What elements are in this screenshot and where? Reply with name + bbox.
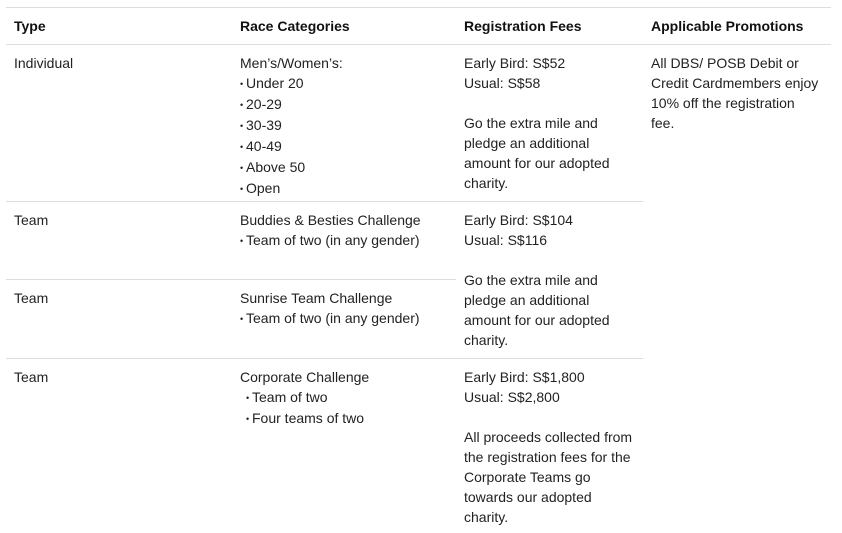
early-bird-fee: Early Bird: S$1,800	[464, 369, 585, 385]
header-bottom-rule	[6, 44, 831, 45]
category-item: • Team of two (in any gender)	[240, 308, 420, 329]
category-item: • 40-49	[240, 136, 343, 157]
row-3-type: Team	[14, 290, 49, 306]
fee-note-line: charity.	[464, 332, 509, 348]
row-2-type: Team	[14, 212, 49, 228]
category-item: • Above 50	[240, 157, 343, 178]
category-item: • 30-39	[240, 115, 343, 136]
category-item: • Team of two	[240, 387, 369, 408]
row-1-fees	[464, 53, 610, 193]
fee-note-line: Go the extra mile and	[464, 115, 598, 131]
fee-note-line: All proceeds collected from	[464, 429, 633, 445]
usual-fee: Usual: S$58	[464, 75, 541, 91]
category-item: • Under 20	[240, 73, 343, 94]
row-2-categories	[240, 210, 421, 251]
table-top-rule	[6, 7, 831, 8]
category-item: • Open	[240, 178, 343, 199]
header-applicable-promotions: Applicable Promotions	[651, 18, 804, 34]
fee-note-line: pledge an additional	[464, 292, 590, 308]
fee-note-line: charity.	[464, 175, 509, 191]
fee-note-line: amount for our adopted	[464, 155, 610, 171]
category-title: Buddies & Besties Challenge	[240, 212, 421, 228]
fee-note-line: Go the extra mile and	[464, 272, 598, 288]
fee-note-line: charity.	[464, 509, 509, 525]
header-type: Type	[14, 18, 46, 34]
category-item: • Four teams of two	[240, 408, 369, 429]
row-3-bottom-rule	[6, 358, 643, 359]
row-1-type: Individual	[14, 55, 74, 71]
fee-note-line: towards our adopted	[464, 489, 592, 505]
category-title: Corporate Challenge	[240, 369, 370, 385]
header-registration-fees: Registration Fees	[464, 18, 582, 34]
category-item: • Team of two (in any gender)	[240, 230, 421, 251]
promotion-line: fee.	[651, 115, 675, 131]
usual-fee: Usual: S$2,800	[464, 389, 560, 405]
category-title: Sunrise Team Challenge	[240, 290, 393, 306]
row-4-fees	[464, 367, 632, 527]
fee-note-line: pledge an additional	[464, 135, 590, 151]
row-1-categories	[240, 53, 343, 199]
header-race-categories: Race Categories	[240, 18, 350, 34]
usual-fee: Usual: S$116	[464, 232, 548, 248]
row-1-promotion	[651, 53, 818, 133]
promotion-line: All DBS/ POSB Debit or	[651, 55, 799, 71]
row-3-categories	[240, 288, 420, 329]
row-4-type: Team	[14, 369, 49, 385]
row-2-fees	[464, 210, 610, 350]
row-4-categories	[240, 367, 369, 429]
category-title: Men’s/Women’s:	[240, 55, 343, 71]
fee-note-line: amount for our adopted	[464, 312, 610, 328]
row-2-bottom-rule	[6, 279, 456, 280]
row-1-bottom-rule	[6, 201, 643, 202]
category-item: • 20-29	[240, 94, 343, 115]
fee-note-line: Corporate Teams go	[464, 469, 591, 485]
promotion-line: Credit Cardmembers enjoy	[651, 75, 819, 91]
promotion-line: 10% off the registration	[651, 95, 795, 111]
early-bird-fee: Early Bird: S$104	[464, 212, 573, 228]
early-bird-fee: Early Bird: S$52	[464, 55, 566, 71]
fee-note-line: the registration fees for the	[464, 449, 631, 465]
